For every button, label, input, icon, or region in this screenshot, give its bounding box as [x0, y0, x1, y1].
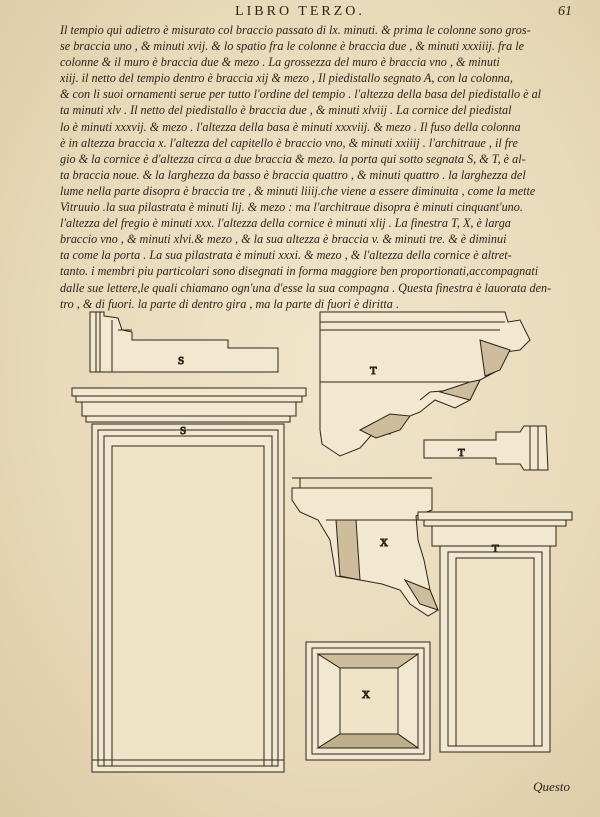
figure-label-x: X [380, 537, 388, 549]
figure-label-door: S [180, 425, 187, 437]
body-line: Il tempio quì adietro è misurato col braccio passato di lx. minuti. & prima le colonne sono gros- [60, 23, 531, 37]
body-line: è in altezza braccia x. l'altezza del capitello è braccio vno, & minuti xxiiij . l'architraue , il fre [60, 135, 518, 150]
body-line: colonne & il muro è braccia due & mezo . La grossezza del muro è braccia vno , & minuti [60, 55, 500, 70]
body-line: xiij. il netto del tempio dentro è braccia xij & mezo , Il piedistallo segnato A, con la colonna, [60, 71, 513, 86]
catchword: Questo [533, 779, 570, 794]
page-number: 61 [558, 4, 572, 19]
running-title: LIBRO TERZO. [235, 4, 365, 19]
figure-s-profile [90, 312, 278, 372]
figure-square [306, 642, 430, 760]
body-line: dalle sue lettere,le quali chiamano ogn'una d'esse la sua compagna . Questa finestra è lauorata den- [60, 280, 552, 295]
figure-door [72, 388, 306, 772]
body-line: Vitruuio .la sua pilastrata è minuti lij. & mezo : ma l'architraue disopra è minuti cinquant'uno. [60, 200, 523, 215]
figure-label-window: T [492, 543, 499, 555]
body-line: tro , & di fuori. la parte di dentro gira , ma la parte di fuori è diritta . [60, 296, 399, 311]
body-line: ta come la porta . La sua pilastrata è minuti xxxi. & mezo , & l'altezza della cornice è altret- [60, 248, 512, 263]
figure-x-profile [292, 478, 438, 616]
body-line: se braccia uno , & minuti xvij. & lo spatio fra le colonne è braccia due , & minuti xxxiiij. fra le [60, 39, 525, 54]
body-line: l'altezza del fregio è minuti xxx. l'altezza della cornice è minuti xlij . La finestra T, X, è larga [60, 216, 511, 231]
figure-label-s: S [178, 355, 185, 367]
figure-label-t-small: T [458, 447, 465, 459]
body-line: braccio vno , & minuti xlvi.& mezo , & la sua altezza è braccia v. & minuti tre. & è diminui [60, 232, 507, 247]
figure-label-square: X [362, 689, 370, 701]
figure-label-t-cornice: T [370, 365, 377, 377]
body-line: tanto. i membri piu particolari sono disegnati in forma maggiore ben proportionati,accompagnati [60, 264, 539, 279]
body-line: lo è minuti xxxvij. & mezo . l'altezza della basa è minuti xxxviij. & mezo . Il fuso della colonna [60, 119, 521, 134]
body-line: & con li suoi ornamenti serue per tutto l'ordine del tempio . l'altezza della basa del piedistallo è al [60, 87, 542, 102]
body-line: lume nella parte disopra è braccia tre , & minuti liiij.che viene a essere diminuita , come la mette [60, 183, 536, 198]
body-line: ta minuti xlv . Il netto del piedistallo è braccia due , & minuti xlviij . La cornice del piedistal [60, 103, 512, 118]
figure-window [418, 512, 572, 752]
body-line: gio & la cornice è d'altezza circa a due braccia & mezo. la porta qui sotto segnata S, & T, è al- [60, 151, 526, 166]
body-line: ta braccia noue. & la larghezza da basso è braccia quattro , & minuti quattro . la larghezza del [60, 167, 526, 182]
figure-t-small [424, 426, 548, 470]
